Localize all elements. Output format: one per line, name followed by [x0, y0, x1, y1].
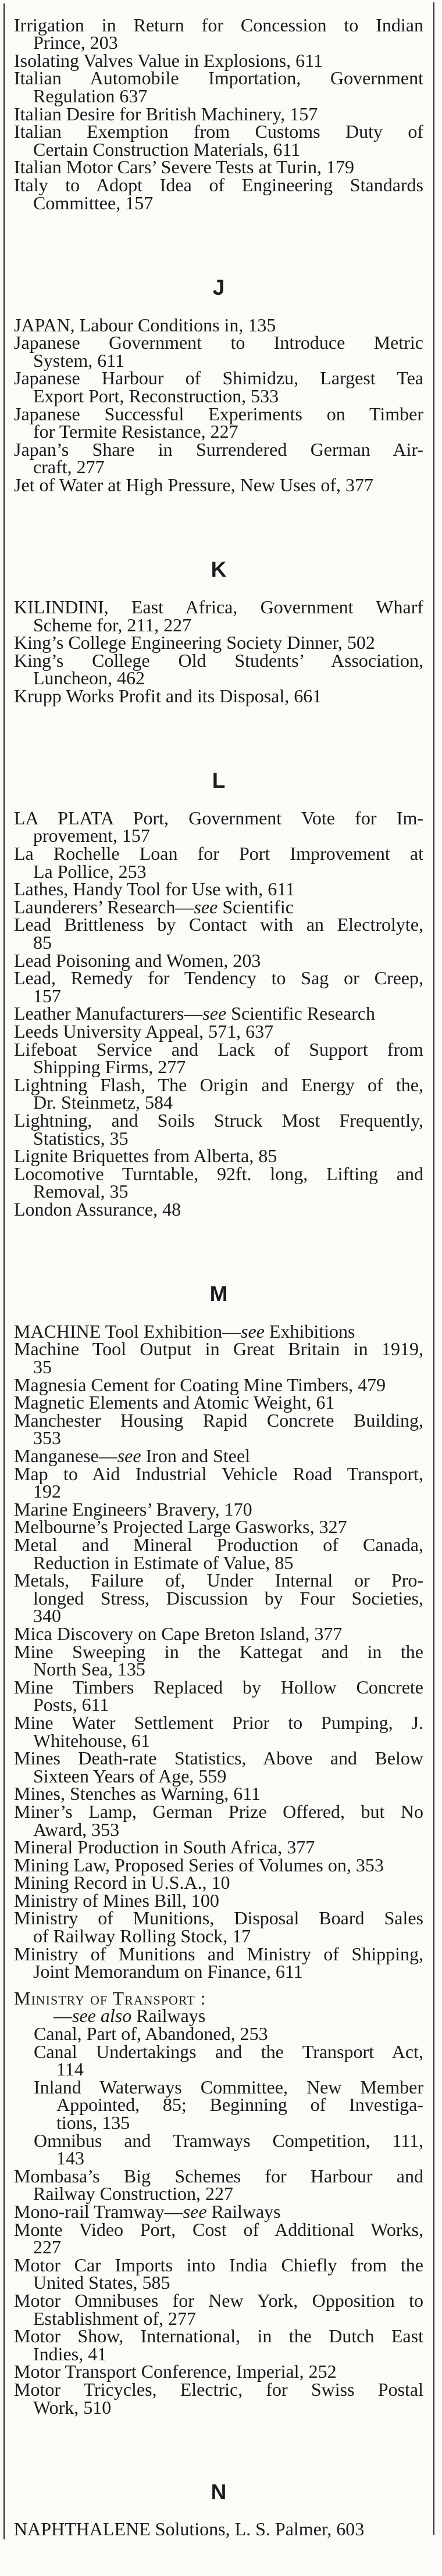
index-entry — [14, 49, 423, 71]
index-line: for Termite Resistance, 227 — [33, 421, 238, 442]
index-entry — [14, 809, 423, 845]
index-line: King’s College Engineering Society Dinner, 502 — [14, 632, 375, 653]
index-line: Motor Omnibuses for New York, Opposition to — [14, 2289, 423, 2311]
entry-text: MACHINE Tool Exhibition— — [14, 1320, 241, 1342]
entry-text: Scientific — [218, 896, 294, 917]
entry-text: Leather Manufacturers— — [14, 1003, 203, 1024]
index-entry — [14, 2363, 423, 2381]
index-entry — [14, 845, 423, 880]
index-entry — [14, 1678, 423, 1714]
index-entry — [14, 1800, 423, 1840]
index-line: London Assurance, 48 — [14, 1198, 181, 1220]
index-entry — [14, 1571, 423, 1625]
index-line: Motor Tricycles, Electric, for Swiss Postal — [14, 2378, 423, 2400]
index-line: 353 — [33, 1427, 61, 1449]
index-entry — [14, 598, 423, 634]
index-entry — [14, 123, 423, 158]
index-line: Canal Undertakings and the Transport Act, — [34, 2041, 423, 2062]
index-line: Appointed, 85; Beginning of Investiga- — [56, 2094, 423, 2116]
index-line: Machine Tool Output in Great Britain in 1919, — [14, 1338, 423, 1360]
index-line: Export Port, Reconstruction, 533 — [33, 385, 279, 406]
index-line: Italian Exemption from Customs Duty of — [14, 121, 423, 142]
index-line: Locomotive Turntable, 92ft. long, Lifting and — [14, 1163, 423, 1184]
index-line — [14, 2200, 423, 2222]
section-letter-heading: K — [211, 558, 227, 582]
index-line: Motor Transport Conference, Imperial, 252 — [14, 2361, 337, 2382]
index-line: Ministry of Munitions and Ministry of Shipping, — [14, 1943, 423, 1964]
index-line: Japanese Successful Experiments on Timber — [14, 403, 423, 424]
index-line: Ministry of Mines Bill, 100 — [14, 1889, 219, 1911]
index-entry — [14, 634, 423, 652]
index-line — [14, 1320, 423, 1342]
column-rule-right — [433, 2, 434, 2535]
index-line: Motor Show, International, in the Dutch East — [14, 2325, 423, 2347]
index-line: Mica Discovery on Cape Breton Island, 377 — [14, 1623, 343, 1644]
index-line: Japanese Harbour of Shimidzu, Largest Tea — [14, 367, 423, 389]
index-entry — [14, 1909, 423, 1945]
index-line — [14, 2007, 423, 2025]
index-line: Miner’s Lamp, German Prize Offered, but No — [14, 1800, 423, 1822]
index-section — [14, 2481, 423, 2538]
index-line: Italian Motor Cars’ Severe Tests at Turin, 179 — [14, 156, 354, 178]
index-entry — [14, 476, 423, 494]
index-line: Sixteen Years of Age, 559 — [33, 1765, 227, 1787]
index-line: JAPAN, Labour Conditions in, 135 — [14, 314, 276, 335]
index-entry — [14, 1198, 423, 1220]
index-entry — [14, 2218, 423, 2258]
index-line: 340 — [33, 1605, 61, 1627]
index-entry — [14, 1447, 423, 1465]
index-line: 192 — [33, 1481, 61, 1502]
index-line: KILINDINI, East Africa, Government Wharf — [14, 596, 423, 617]
entry-text: Launderers’ Research— — [14, 896, 194, 917]
index-line: craft, 277 — [33, 456, 105, 478]
index-entry — [14, 1465, 423, 1500]
section-letter-heading: M — [209, 1282, 228, 1306]
index-line: Mine Timbers Replaced by Hollow Concrete — [14, 1676, 423, 1698]
index-line: Mines Death-rate Statistics, Above and Below — [14, 1748, 423, 1769]
index-line: Committee, 157 — [33, 192, 154, 213]
index-entry — [14, 1500, 423, 1519]
index-entry — [14, 1394, 423, 1412]
index-line: Inland Waterways Committee, New Member — [34, 2076, 423, 2098]
index-line: Manchester Housing Rapid Concrete Building, — [14, 1409, 423, 1431]
index-entry — [14, 880, 423, 898]
index-line: La Pollice, 253 — [33, 860, 147, 882]
index-line: Removal, 35 — [33, 1181, 129, 1202]
subject-index — [14, 16, 423, 2538]
entry-text: — — [54, 2005, 72, 2027]
index-line — [14, 1447, 423, 1465]
index-line: Lathes, Handy Tool for Use with, 611 — [14, 878, 295, 900]
index-line: Canal, Part of, Abandoned, 253 — [34, 2023, 268, 2045]
index-entry — [14, 1874, 423, 1892]
index-line: Jet of Water at High Pressure, New Uses of, 377 — [14, 474, 374, 495]
index-entry — [14, 369, 423, 405]
index-section — [14, 769, 423, 1218]
section-letter-heading: J — [212, 275, 225, 299]
index-entry — [14, 2520, 423, 2538]
index-entry — [14, 438, 423, 478]
entry-text: Exhibitions — [264, 1320, 355, 1342]
index-line: Irrigation in Return for Concession to Indian — [14, 14, 423, 35]
index-line: Dr. Steinmetz, 584 — [33, 1092, 173, 1113]
index-line: Marine Engineers’ Bravery, 170 — [14, 1498, 252, 1520]
index-section — [14, 1282, 423, 2416]
index-line: longed Stress, Discussion by Four Societies, — [33, 1587, 423, 1609]
index-entry — [14, 1749, 423, 1785]
index-line: of Railway Rolling Stock, 17 — [33, 1925, 251, 1947]
index-line: Lifeboat Service and Lack of Support from — [14, 1038, 423, 1060]
index-entry — [14, 2256, 423, 2292]
index-line: Lead Brittleness by Contact with an Electrolyte, — [14, 914, 423, 935]
index-line: Magnesia Cement for Coating Mine Timbers, 479 — [14, 1374, 386, 1395]
sub-entry — [14, 2078, 423, 2132]
index-line: Railway Construction, 227 — [33, 2183, 233, 2205]
index-line: Melbourne’s Projected Large Gasworks, 327 — [14, 1516, 347, 1538]
see-reference: see — [183, 2200, 207, 2222]
index-line: Regulation 637 — [33, 85, 148, 107]
index-entry — [14, 1643, 423, 1678]
index-entry — [14, 649, 423, 689]
entry-text: Scientific Research — [226, 1003, 376, 1024]
index-entry — [14, 1785, 423, 1803]
index-line: Mineral Production in South Africa, 377 — [14, 1837, 315, 1858]
page-border-left — [3, 3, 5, 2539]
section-letter-heading: N — [211, 2479, 227, 2504]
index-line: King’s College Old Students’ Association, — [14, 649, 423, 671]
index-line: Map to Aid Industrial Vehicle Road Transport, — [14, 1463, 423, 1484]
index-line: provement, 157 — [33, 825, 150, 846]
index-entry — [14, 1518, 423, 1536]
index-line: Japan’s Share in Surrendered German Air- — [14, 438, 423, 460]
sub-entry — [14, 2025, 423, 2043]
index-section — [14, 16, 423, 212]
index-entry — [14, 1889, 423, 1911]
group-heading: Ministry of Transport : — [14, 1987, 206, 2009]
index-entry — [14, 2167, 423, 2203]
index-line: 114 — [56, 2059, 84, 2080]
index-entry — [14, 1625, 423, 1643]
index-line: Prince, 203 — [33, 32, 118, 53]
index-line: Shipping Firms, 277 — [33, 1056, 186, 1078]
index-entry — [14, 969, 423, 1005]
index-entry — [14, 334, 423, 369]
index-entry — [14, 2289, 423, 2329]
entry-text: Iron and Steel — [141, 1445, 251, 1467]
index-line: Omnibus and Tramways Competition, 111, — [34, 2130, 423, 2151]
index-line: Italy to Adopt Idea of Engineering Standards — [14, 174, 423, 196]
index-entry — [14, 1165, 423, 1201]
index-section — [14, 276, 423, 494]
index-line: Lightning, and Soils Struck Most Frequently, — [14, 1109, 423, 1131]
index-line: Certain Construction Materials, 611 — [33, 138, 301, 160]
section-letter-heading: L — [212, 769, 226, 793]
index-line: Magnetic Elements and Atomic Weight, 61 — [14, 1392, 335, 1413]
see-reference: see also — [72, 2005, 132, 2027]
index-entry — [14, 405, 423, 441]
index-entry — [14, 1338, 423, 1378]
index-line: Leeds University Appeal, 571, 637 — [14, 1020, 274, 1042]
index-entry — [14, 1076, 423, 1112]
index-line: Metals, Failure of, Under Internal or Pro- — [14, 1570, 423, 1591]
sub-entry — [14, 2132, 423, 2167]
entry-text: Railways — [206, 2200, 281, 2222]
index-line: 227 — [33, 2236, 61, 2258]
index-line: Luncheon, 462 — [33, 667, 145, 689]
index-line: System, 611 — [33, 349, 125, 371]
index-entry — [14, 1945, 423, 1981]
index-entry — [14, 69, 423, 105]
index-line: Lightning Flash, The Origin and Energy of the, — [14, 1074, 423, 1095]
index-line: United States, 585 — [33, 2272, 170, 2293]
entry-group — [14, 1989, 423, 2167]
index-line: Award, 353 — [33, 1818, 120, 1840]
index-entry — [14, 949, 423, 971]
index-line: Scheme for, 211, 227 — [33, 614, 192, 635]
index-entry — [14, 1838, 423, 1856]
index-line: Lead Poisoning and Women, 203 — [14, 949, 261, 971]
index-entry — [14, 1038, 423, 1078]
index-line: 35 — [33, 1356, 52, 1378]
index-line: North Sea, 135 — [33, 1659, 145, 1680]
see-reference: see — [202, 1003, 227, 1024]
index-line: Establishment of, 277 — [33, 2307, 196, 2329]
index-entry — [14, 105, 423, 123]
index-line: Indies, 41 — [33, 2343, 107, 2364]
index-line: 157 — [33, 985, 61, 1006]
index-line: Italian Desire for British Machinery, 157 — [14, 103, 318, 124]
index-line: Isolating Valves Value in Explosions, 611 — [14, 49, 323, 71]
index-entry — [14, 1856, 423, 1874]
index-line: Work, 510 — [33, 2396, 112, 2418]
index-entry — [14, 1409, 423, 1449]
index-entry — [14, 1109, 423, 1149]
index-line: Posts, 611 — [33, 1694, 109, 1716]
index-line: Mining Law, Proposed Series of Volumes on, 353 — [14, 1854, 384, 1875]
index-line: tions, 135 — [56, 2112, 130, 2133]
see-reference: see — [194, 896, 218, 917]
index-line: Metal and Mineral Production of Canada, — [14, 1534, 423, 1555]
sub-entry — [14, 2043, 423, 2078]
index-entry — [14, 316, 423, 334]
index-entry — [14, 1376, 423, 1394]
entry-text: Railways — [131, 2005, 206, 2027]
index-line — [14, 898, 423, 916]
index-line: Statistics, 35 — [33, 1127, 129, 1149]
index-line: 143 — [56, 2148, 84, 2169]
index-entry — [14, 176, 423, 212]
index-line: NAPHTHALENE Solutions, L. S. Palmer, 603 — [14, 2518, 365, 2540]
index-line: Mine Sweeping in the Kattegat and in the — [14, 1641, 423, 1662]
index-entry — [14, 898, 423, 916]
index-entry — [14, 1005, 423, 1023]
index-line: Lead, Remedy for Tendency to Sag or Creep, — [14, 967, 423, 989]
index-line: La Rochelle Loan for Port Improvement at — [14, 843, 423, 864]
index-section — [14, 558, 423, 705]
index-entry — [14, 2200, 423, 2222]
index-entry — [14, 1320, 423, 1342]
index-line: Joint Memorandum on Finance, 611 — [33, 1961, 303, 1982]
see-reference: see — [241, 1320, 265, 1342]
index-line: Monte Video Port, Cost of Additional Works, — [14, 2218, 423, 2240]
index-line — [14, 1005, 423, 1023]
index-line: Motor Car Imports into India Chiefly from the — [14, 2254, 423, 2275]
index-entry — [14, 1020, 423, 1042]
index-line: Lignite Briquettes from Alberta, 85 — [14, 1145, 277, 1167]
index-line: Ministry of Munitions, Disposal Board Sales — [14, 1907, 423, 1929]
index-entry — [14, 1147, 423, 1165]
index-entry — [14, 16, 423, 52]
index-line: LA PLATA Port, Government Vote for Im- — [14, 807, 423, 828]
index-entry — [14, 158, 423, 176]
index-line: Whitehouse, 61 — [33, 1730, 150, 1751]
entry-text: Mono-rail Tramway— — [14, 2200, 183, 2222]
index-entry — [14, 916, 423, 951]
see-reference: see — [117, 1445, 141, 1467]
entry-text: Manganese— — [14, 1445, 117, 1467]
index-line: Mombasa’s Big Schemes for Harbour and — [14, 2165, 423, 2186]
index-entry — [14, 1714, 423, 1749]
index-entry — [14, 1536, 423, 1571]
index-entry — [14, 687, 423, 705]
index-line: Krupp Works Profit and its Disposal, 661 — [14, 685, 322, 706]
index-line: Mine Water Settlement Prior to Pumping, J. — [14, 1712, 423, 1733]
index-entry — [14, 2327, 423, 2363]
index-line: Italian Automobile Importation, Government — [14, 67, 423, 89]
index-line: 85 — [33, 932, 52, 953]
index-line: Mining Record in U.S.A., 10 — [14, 1872, 230, 1893]
index-line: Mines, Stenches as Warning, 611 — [14, 1783, 261, 1805]
index-line: Reduction in Estimate of Value, 85 — [33, 1552, 294, 1573]
index-entry — [14, 2378, 423, 2418]
index-line: Japanese Government to Introduce Metric — [14, 332, 423, 353]
